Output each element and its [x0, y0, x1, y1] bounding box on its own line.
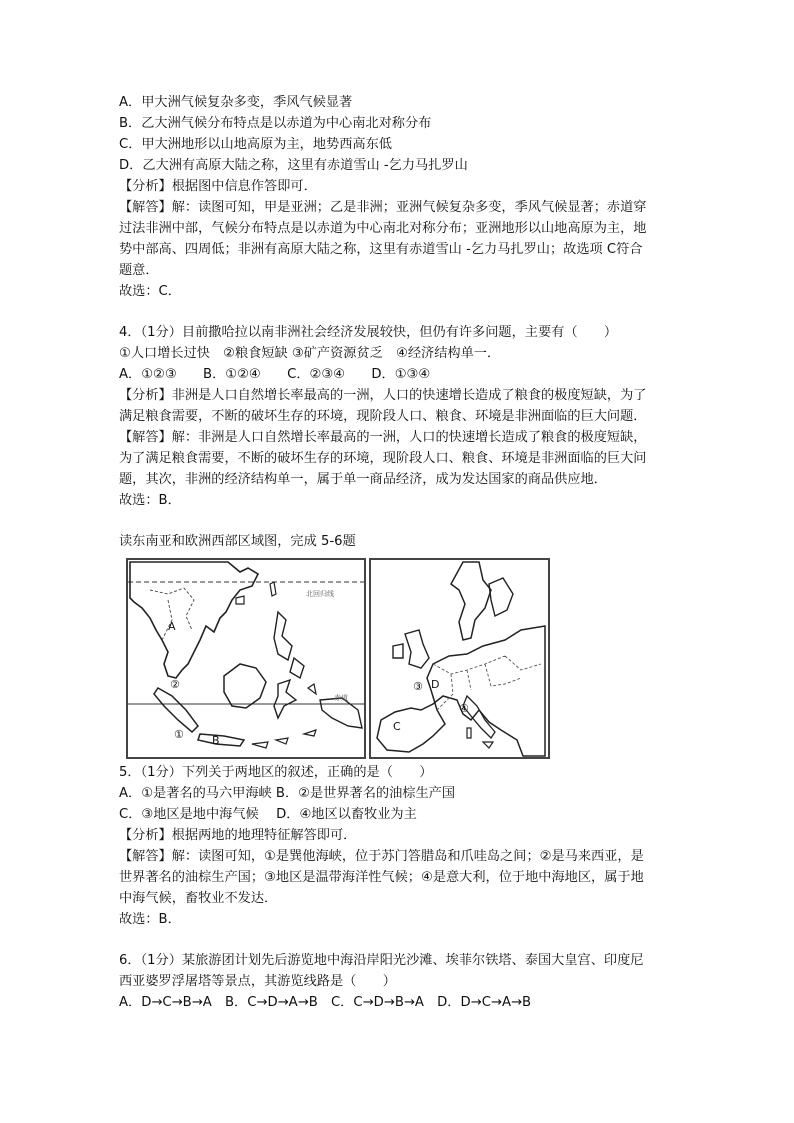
- q3-choice: 故选：C．: [119, 284, 181, 299]
- label-2: ②: [170, 678, 180, 691]
- q4-stem: 4．（1分）目前撒哈拉以南非洲社会经济发展较快，但仍有许多问题，主要有（ ）: [119, 325, 618, 340]
- q5-options-line: A．①是著名的马六甲海峡 B．②是世界著名的油棕生产国: [119, 786, 456, 801]
- document-page: [119, 92, 679, 1013]
- q5-answer-line: 世界著名的油棕生产国；③地区是温带海洋性气候；④是意大利，位于地中海地区，属于地: [119, 870, 644, 885]
- philippines-islands: [274, 612, 304, 678]
- q4-answer-line: 为了满足粮食需要，不断的破坏生存的环境，现阶段人口、粮食、环境是非洲面临的巨大问: [119, 451, 647, 466]
- q3-answer-line: 【解答】解：读图可知，甲是亚洲；乙是非洲；亚洲气候复杂多变，季风气候显著；赤道穿: [119, 200, 647, 215]
- q6-stem-line: 西亚婆罗浮屠塔等景点，其游览线路是（ ）: [119, 974, 396, 989]
- q4-answer-line: 题，其次，非洲的经济结构单一，属于单一商品经济，成为发达国家的商品供应地．: [119, 472, 607, 487]
- sulawesi-island: [274, 680, 296, 718]
- q6-options: A．D→C→B→A B．C→D→A→B C．C→D→B→A D．D→C→A→B: [119, 995, 532, 1010]
- country-borders: [433, 656, 541, 710]
- q3-answer-line: 过法非洲中部，气候分布特点是以赤道为中心南北对称分布；亚洲地形以山地高原为主，地: [119, 221, 647, 236]
- region-maps: [119, 558, 679, 758]
- q4-analysis-line: 满足粮食需要，不断的破坏生存的环境，现阶段人口、粮食、环境是非洲面临的巨大问题．: [119, 409, 647, 424]
- southeast-asia-map: [126, 558, 366, 759]
- label-4: ④: [459, 702, 469, 715]
- q5-analysis: 【分析】根据两地的地理特征解答即可．: [119, 828, 357, 843]
- q4-answer-line: 【解答】解：非洲是人口自然增长率最高的一洲，人口的快速增长造成了粮食的极度短缺，: [119, 430, 647, 445]
- q5-stem: 5．（1分）下列关于两地区的叙述，正确的是（ ）: [119, 765, 433, 780]
- java-island: [198, 734, 244, 746]
- label-3: ③: [413, 680, 423, 693]
- q4-options: A．①②③ B．①②④ C．②③④ D．①③④: [119, 367, 431, 382]
- mediterranean-islands: [467, 728, 493, 748]
- q3-answer-line: 题意．: [119, 263, 159, 278]
- label-c: C: [393, 720, 401, 733]
- mainland-outline: [130, 562, 258, 678]
- q4-analysis-line: 【分析】非洲是人口自然增长率最高的一洲，人口的快速增长造成了粮食的极度短缺，为了: [119, 388, 647, 403]
- label-b: B: [212, 734, 220, 747]
- q3-option-b: B．乙大洲气候分布特点是以赤道为中心南北对称分布: [119, 116, 432, 131]
- label-a: A: [168, 620, 176, 633]
- label-1: ①: [174, 728, 184, 741]
- sumatra-island: [154, 688, 198, 732]
- q5-answer-line: 中海气候，畜牧业不发达．: [119, 891, 278, 906]
- label-d: D: [431, 678, 440, 691]
- western-europe-map-drawing: [371, 560, 548, 757]
- q4-items: ①人口增长过快 ②粮食短缺 ③矿产资源贫乏 ④经济结构单一．: [119, 346, 501, 361]
- q5-options-line: C．③地区是地中海气候 D．④地区以畜牧业为主: [119, 807, 417, 822]
- q3-analysis: 【分析】根据图中信息作答即可．: [119, 179, 317, 194]
- q6-stem-line: 6．（1分）某旅游团计划先后游览地中海沿岸阳光沙滩、埃菲尔铁塔、泰国大皇宫、印度尼: [119, 953, 644, 968]
- q5-choice: 故选：B．: [119, 912, 181, 927]
- continent-outline: [377, 626, 545, 756]
- q3-option-d: D．乙大洲有高原大陆之称，这里有赤道雪山 -乞力马扎罗山: [119, 158, 468, 173]
- southeast-asia-map-drawing: [128, 560, 364, 757]
- western-europe-map: [369, 558, 550, 759]
- new-guinea-island: [320, 698, 362, 728]
- map-intro: 读东南亚和欧洲西部区域图，完成 5-6题: [119, 534, 356, 549]
- scandinavia-outline: [451, 562, 491, 640]
- taiwan-hainan-islands: [236, 582, 276, 604]
- q3-answer-line: 势中部高、四周低；非洲有高原大陆之称，这里有赤道雪山 -乞力马扎罗山；故选项 C符合: [119, 242, 643, 257]
- q5-answer-line: 【解答】解：读图可知，①是巽他海峡，位于苏门答腊岛和爪哇岛之间；②是马来西亚，是: [119, 849, 644, 864]
- q4-choice: 故选：B．: [119, 493, 181, 508]
- finland-outline: [489, 578, 513, 616]
- british-isles-outline: [393, 630, 429, 668]
- borneo-island: [224, 664, 266, 708]
- tropic-label: 北回归线: [306, 590, 334, 598]
- equator-label: 赤道: [334, 694, 348, 702]
- q3-option-a: A．甲大洲气候复杂多变，季风气候显著: [119, 95, 353, 110]
- q3-option-c: C．甲大洲地形以山地高原为主，地势西高东低: [119, 137, 392, 152]
